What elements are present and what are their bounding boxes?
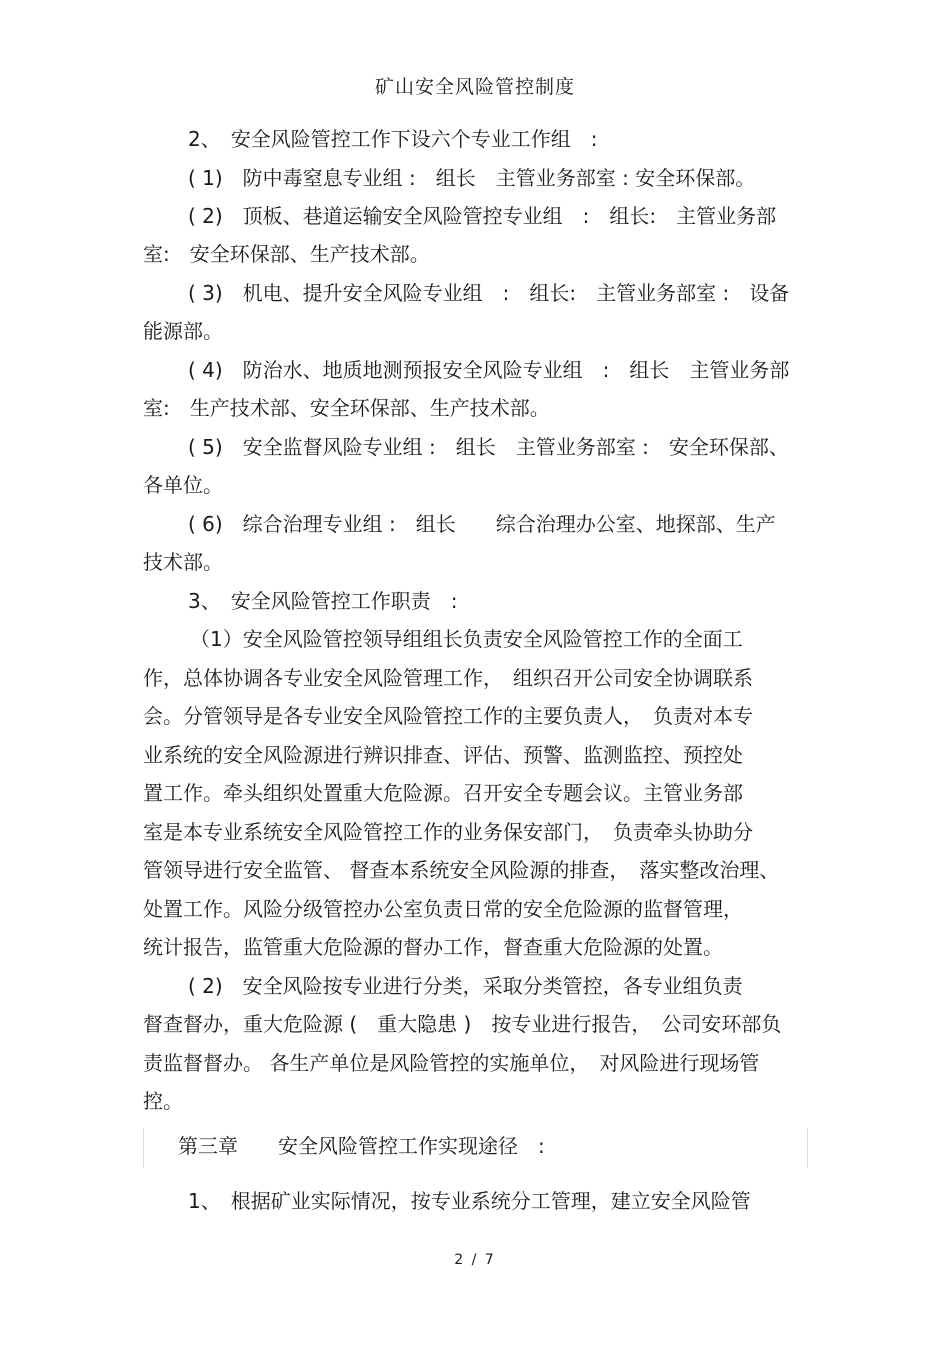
paragraph-line: 室是本专业系统安全风险管控工作的业务保安部门， 负责牵头协助分 — [143, 820, 753, 844]
page-number: 2 / 7 — [454, 1252, 496, 1268]
paragraph-line: ( 2) 顶板、巷道运输安全风险管控专业组 : 组长: 主管业务部 — [188, 204, 777, 228]
paragraph-line: 作，总体协调各专业安全风险管理工作， 组织召开公司安全协调联系 — [143, 666, 753, 690]
section-heading: 3、 安全风险管控工作职责 : — [188, 589, 458, 613]
paragraph-line: 会。分管领导是各专业安全风险管控工作的主要负责人， 负责对本专 — [143, 704, 753, 728]
paragraph-line: 控。 — [143, 1089, 183, 1113]
paragraph-line: ( 4) 防治水、地质地测预报安全风险专业组 : 组长 主管业务部 — [188, 358, 790, 382]
chapter-heading: 第三章 安全风险管控工作实现途径 : — [178, 1134, 545, 1158]
document-title: 矿山安全风险管控制度 — [374, 76, 575, 98]
paragraph-line: 业系统的安全风险源进行辨识排查、评估、预警、监测监控、预控处 — [143, 743, 743, 767]
paragraph-line: 管领导进行安全监管、 督查本系统安全风险源的排查， 落实整改治理、 — [143, 858, 780, 882]
paragraph-line: 处置工作。风险分级管控办公室负责日常的安全危险源的监督管理， — [143, 897, 743, 921]
paragraph-line: ( 2) 安全风险按专业进行分类，采取分类管控，各专业组负责 — [188, 974, 743, 998]
paragraph-line: ( 5) 安全监督风险专业组 : 组长 主管业务部室 : 安全环保部、 — [188, 435, 789, 459]
paragraph-line: 技术部。 — [143, 550, 223, 574]
paragraph-line: 室: 安全环保部、生产技术部。 — [143, 242, 430, 266]
paragraph-line: 置工作。牵头组织处置重大危险源。召开安全专题会议。主管业务部 — [143, 781, 743, 805]
paragraph-line: 督查督办，重大危险源 ( 重大隐患 ) 按专业进行报告， 公司安环部负 — [143, 1012, 782, 1036]
chapter-heading-box — [143, 1128, 808, 1168]
paragraph-line: 责监督督办。 各生产单位是风险管控的实施单位， 对风险进行现场管 — [143, 1051, 760, 1075]
paragraph-line: 统计报告，监管重大危险源的督办工作，督查重大危险源的处置。 — [143, 935, 723, 959]
paragraph-line: ( 6) 综合治理专业组 : 组长 综合治理办公室、地探部、生产 — [188, 512, 776, 536]
paragraph-line: ( 3) 机电、提升安全风险专业组 : 组长: 主管业务部室 : 设备 — [188, 281, 790, 305]
section-heading: 2、 安全风险管控工作下设六个专业工作组 : — [188, 127, 598, 151]
paragraph-line: 1、 根据矿业实际情况，按专业系统分工管理，建立安全风险管 — [188, 1189, 751, 1213]
paragraph-line: 室: 生产技术部、安全环保部、生产技术部。 — [143, 396, 550, 420]
paragraph-line: 各单位。 — [143, 473, 223, 497]
paragraph-line: （1）安全风险管控领导组组长负责安全风险管控工作的全面工 — [190, 627, 743, 651]
paragraph-line: ( 1) 防中毒窒息专业组 : 组长 主管业务部室 : 安全环保部。 — [188, 166, 756, 190]
paragraph-line: 能源部。 — [143, 319, 223, 343]
